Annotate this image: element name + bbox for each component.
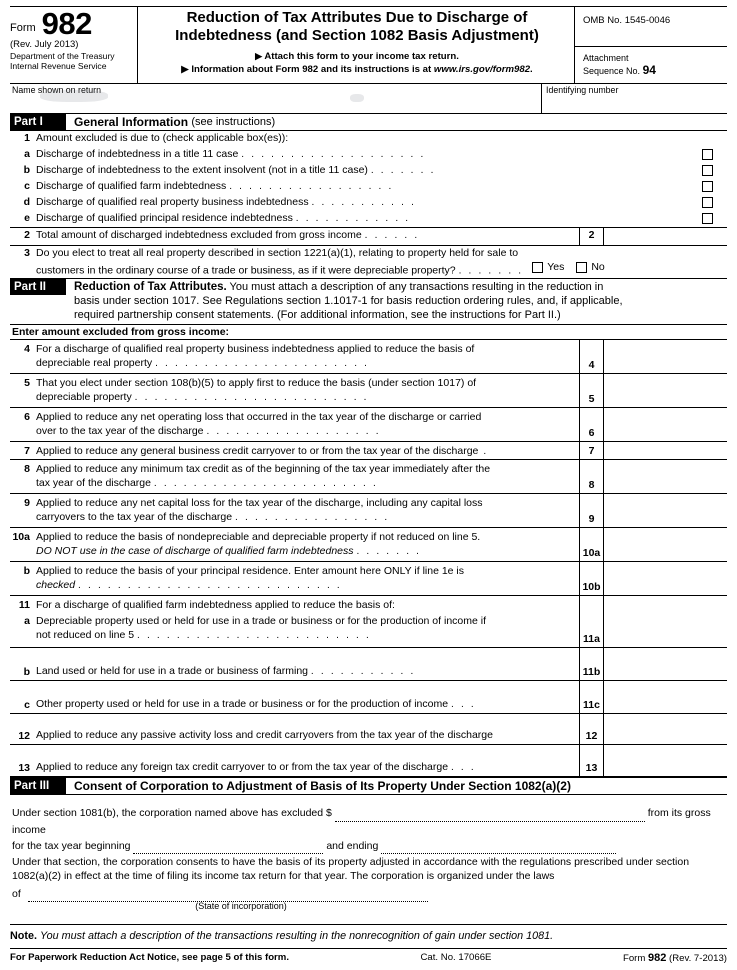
line-5-number: 5 bbox=[24, 377, 30, 390]
line-2-amount-cell bbox=[579, 228, 727, 245]
line-4-row bbox=[10, 340, 727, 374]
part3-tax-year-end-input[interactable] bbox=[381, 853, 616, 854]
line-5-box-label: 5 bbox=[580, 374, 604, 407]
note-label: Note. bbox=[10, 929, 37, 942]
info-instruction-post: . bbox=[530, 64, 533, 75]
sequence-number: 94 bbox=[642, 63, 656, 78]
line-11a-number: a bbox=[24, 615, 30, 628]
line-10a-number: 10a bbox=[12, 531, 30, 544]
line-11a-box-label: 11a bbox=[580, 596, 604, 647]
line-7-number: 7 bbox=[24, 445, 30, 458]
line-8-dots: . . . . . . . . . . . . . . . . . . . . . . . bbox=[153, 478, 378, 490]
header-omb-block bbox=[575, 7, 727, 83]
line-10b-text-2: checked bbox=[36, 579, 76, 592]
line-8-box-label: 8 bbox=[580, 460, 604, 493]
part1-label: Part I bbox=[10, 114, 66, 130]
line-7-row bbox=[10, 442, 727, 460]
part2-title-line3: required partnership consent statements. (For additional information, see the instructions for Part II.) bbox=[74, 308, 561, 321]
line-3-no-label: No bbox=[591, 260, 605, 273]
line-1b-number: b bbox=[23, 164, 30, 176]
checkbox-1c[interactable] bbox=[702, 181, 713, 192]
attachment-label: Attachment bbox=[583, 52, 629, 63]
note-block bbox=[10, 924, 727, 942]
line-1c-dots: . . . . . . . . . . . . . . . . . bbox=[229, 181, 394, 192]
line-10b-number: b bbox=[23, 565, 30, 578]
part3-state-caption: (State of incorporation) bbox=[195, 900, 287, 911]
line-12-text: Applied to reduce any passive activity loss and credit carryovers from the tax year of the discharge bbox=[36, 728, 493, 741]
line-1c-number: c bbox=[24, 180, 30, 192]
line-1c-text: Discharge of qualified farm indebtedness bbox=[36, 180, 227, 192]
department-label: Department of the Treasury bbox=[10, 51, 115, 62]
form-title-line2: Indebtedness (and Section 1082 Basis Adjustment) bbox=[175, 27, 539, 44]
line-1a bbox=[10, 147, 727, 163]
omb-number: OMB No. 1545-0046 bbox=[575, 7, 727, 47]
part3-label: Part III bbox=[10, 778, 66, 794]
identifying-number-cell[interactable] bbox=[542, 84, 727, 113]
form-header bbox=[10, 6, 727, 84]
line-8-text-1: Applied to reduce any minimum tax credit as of the beginning of the tax year immediately after the bbox=[36, 463, 491, 476]
part3-of-label: of bbox=[12, 887, 21, 900]
footer-form-number: 982 bbox=[648, 951, 667, 964]
line-1b bbox=[10, 163, 727, 179]
arrow-icon-2: ▶ bbox=[181, 64, 189, 75]
line-1a-text: Discharge of indebtedness in a title 11 case bbox=[36, 148, 239, 160]
line-1d-text: Discharge of qualified real property business indebtedness bbox=[36, 196, 309, 208]
line-1e-text: Discharge of qualified principal residence indebtedness bbox=[36, 212, 293, 224]
line-1d bbox=[10, 195, 727, 211]
line-12-box-label: 12 bbox=[580, 714, 604, 744]
line-3-number: 3 bbox=[24, 247, 30, 259]
arrow-icon: ▶ bbox=[255, 51, 263, 61]
line-2-dots: . . . . . . bbox=[364, 230, 420, 241]
line-4-text-1: For a discharge of qualified real property business indebtedness applied to reduce the basis of bbox=[36, 343, 475, 356]
line-11b-box-label: 11b bbox=[580, 648, 604, 680]
info-instruction-url: www.irs.gov/form982 bbox=[433, 64, 531, 75]
line-1e-number: e bbox=[24, 212, 30, 224]
part3-title: Consent of Corporation to Adjustment of Basis of Its Property Under Section 1082(a)(2) bbox=[74, 779, 571, 794]
line-11a-text-1: Depreciable property used or held for use in a trade or business or for the production of income if bbox=[36, 615, 486, 628]
checkbox-1e[interactable] bbox=[702, 213, 713, 224]
line-5-text-2: depreciable property bbox=[36, 391, 132, 404]
line-8-number: 8 bbox=[24, 463, 30, 476]
line-10b-text-1: Applied to reduce the basis of your principal residence. Enter amount here ONLY if line 1e is bbox=[36, 565, 465, 578]
scan-smudge-2 bbox=[350, 94, 364, 102]
header-title-block bbox=[138, 7, 575, 83]
note-text: You must attach a description of the transactions resulting in the nonrecognition of gain under section 1081. bbox=[40, 929, 554, 942]
name-shown-label: Name shown on return bbox=[12, 85, 101, 95]
line-10b-box-label: 10b bbox=[580, 562, 604, 595]
line-1a-dots: . . . . . . . . . . . . . . . . . . . bbox=[241, 149, 426, 160]
part1-title-note: (see instructions) bbox=[191, 116, 276, 128]
form-number: 982 bbox=[41, 6, 92, 41]
form-revision: (Rev. July 2013) bbox=[10, 39, 79, 51]
part3-excluded-text: Under section 1081(b), the corporation named above has excluded $ bbox=[12, 807, 332, 820]
line-12-number: 12 bbox=[18, 730, 30, 743]
line-10a-box-label: 10a bbox=[580, 528, 604, 561]
line-5-row bbox=[10, 374, 727, 408]
line-1d-number: d bbox=[23, 196, 30, 208]
scan-smudge-1 bbox=[40, 90, 108, 102]
line-1e-dots: . . . . . . . . . . . . bbox=[295, 213, 411, 224]
line-6-row bbox=[10, 408, 727, 442]
line-9-row bbox=[10, 494, 727, 528]
line-5-dots: . . . . . . . . . . . . . . . . . . . . . . . . bbox=[134, 392, 369, 404]
line-11-text: For a discharge of qualified farm indebtedness applied to reduce the basis of: bbox=[36, 599, 395, 612]
line-1-text: Amount excluded is due to (check applicable box(es)): bbox=[36, 132, 289, 144]
attach-instruction: Attach this form to your income tax return. bbox=[264, 51, 459, 62]
line-9-number: 9 bbox=[24, 497, 30, 510]
checkbox-1b[interactable] bbox=[702, 165, 713, 176]
line-13-dots: . . . bbox=[450, 761, 476, 773]
line-1b-dots: . . . . . . . bbox=[370, 165, 436, 176]
name-row bbox=[10, 84, 727, 114]
line-11c-text: Other property used or held for use in a trade or business or for the production of income bbox=[36, 697, 449, 710]
line-11b-number: b bbox=[23, 666, 30, 679]
line-4-text-2: depreciable real property bbox=[36, 357, 153, 370]
line-2 bbox=[10, 227, 727, 246]
line-10a-dots: . . . . . . . bbox=[356, 546, 422, 558]
part2-bar bbox=[10, 278, 727, 325]
part2-label: Part II bbox=[10, 279, 66, 295]
line-3 bbox=[10, 246, 727, 278]
line-13-box-label: 13 bbox=[580, 745, 604, 776]
line-11b-text: Land used or held for use in a trade or business of farming bbox=[36, 664, 308, 677]
line-10a-row bbox=[10, 528, 727, 562]
part3-consent-text: Under that section, the corporation consents to have the basis of its property adjusted in accordance with the regulations prescribed under section 1082(a)(2) in effect at the time of filing its income tax return for that year. The corporation is organized under the laws bbox=[12, 856, 690, 883]
line-2-amount-input[interactable] bbox=[604, 228, 727, 245]
part3-bar bbox=[10, 777, 727, 795]
part2-title-line2: basis under section 1017. See Regulations section 1.1017-1 for basis reduction ordering rules, and, if applicable, bbox=[74, 294, 623, 307]
line-1b-text: Discharge of indebtedness to the extent insolvent (not in a title 11 case) bbox=[36, 164, 368, 176]
identifying-number-label: Identifying number bbox=[546, 85, 619, 95]
part1-title: General Information bbox=[74, 115, 189, 129]
part3-amount-input[interactable] bbox=[335, 821, 645, 822]
part3-gross-income-text: from its gross income bbox=[12, 807, 711, 836]
line-1c bbox=[10, 179, 727, 195]
name-field-cell[interactable] bbox=[10, 84, 542, 113]
part2-section-header: Enter amount excluded from gross income: bbox=[10, 325, 727, 340]
line-12-row bbox=[10, 714, 727, 745]
line-1 bbox=[10, 131, 727, 147]
line-7-text-1: Applied to reduce any general business credit carryover to or from the tax year of the discharge bbox=[36, 445, 479, 458]
line-3-text-line2: customers in the ordinary course of a trade or business, as if it were depreciable property? bbox=[36, 264, 456, 277]
line-9-box-label: 9 bbox=[580, 494, 604, 527]
line-11-number: 11 bbox=[18, 599, 30, 612]
line-8-text-2: tax year of the discharge bbox=[36, 477, 151, 490]
header-form-identity bbox=[10, 7, 138, 83]
part2-table bbox=[10, 340, 727, 777]
line-11c-box-label: 11c bbox=[580, 681, 604, 713]
line-1a-number: a bbox=[24, 148, 30, 160]
checkbox-line3-yes[interactable] bbox=[532, 262, 543, 273]
page-footer bbox=[10, 948, 727, 964]
line-4-dots: . . . . . . . . . . . . . . . . . . . . . . bbox=[155, 358, 370, 370]
line-7-dots: . bbox=[478, 446, 489, 458]
checkbox-line3-no[interactable] bbox=[576, 262, 587, 273]
line-1e bbox=[10, 211, 727, 227]
line-6-text-1: Applied to reduce any net operating loss that occurred in the tax year of the discharge or carried bbox=[36, 411, 482, 424]
line-4-box-label: 4 bbox=[580, 340, 604, 373]
line-6-text-2: over to the tax year of the discharge bbox=[36, 425, 204, 438]
line-11a-text-2: not reduced on line 5 bbox=[36, 629, 135, 642]
line-7-box-label: 7 bbox=[580, 442, 604, 459]
line-11c-number: c bbox=[24, 699, 30, 712]
line-13-text: Applied to reduce any foreign tax credit carryover to or from the tax year of the discharge bbox=[36, 760, 449, 773]
line-11c-dots: . . . bbox=[450, 698, 476, 710]
line-10b-dots: . . . . . . . . . . . . . . . . . . . . . . . . . . . bbox=[78, 580, 342, 592]
line-5-text-1: That you elect under section 108(b)(5) to apply first to reduce the basis (under section 1017) of bbox=[36, 377, 477, 390]
line-13-row bbox=[10, 745, 727, 776]
part3-tax-year-begin-input[interactable] bbox=[133, 853, 323, 854]
line-3-yes-label: Yes bbox=[547, 260, 565, 273]
part3-tax-year-begin-label: for the tax year beginning bbox=[12, 839, 131, 852]
line-13-number: 13 bbox=[18, 762, 30, 775]
part2-title-bold: Reduction of Tax Attributes. bbox=[74, 281, 227, 294]
line-3-dots: . . . . . . . bbox=[458, 265, 524, 277]
checkbox-1a[interactable] bbox=[702, 149, 713, 160]
line-9-text-1: Applied to reduce any net capital loss for the tax year of the discharge, including any capital loss bbox=[36, 497, 483, 510]
part1-bar bbox=[10, 114, 727, 131]
line-1d-dots: . . . . . . . . . . . bbox=[311, 197, 417, 208]
line-6-number: 6 bbox=[24, 411, 30, 424]
line-11a-dots: . . . . . . . . . . . . . . . . . . . . . . . . bbox=[137, 630, 371, 642]
line-1-box-col bbox=[687, 131, 727, 147]
line-2-box-label: 2 bbox=[580, 228, 604, 245]
form-word-label: Form bbox=[10, 22, 36, 35]
part3-body bbox=[10, 795, 727, 913]
part2-title-rest: You must attach a description of any transactions resulting in the reduction in bbox=[226, 281, 604, 294]
footer-form-word: Form bbox=[622, 952, 646, 964]
line-9-text-2: carryovers to the tax year of the discharge bbox=[36, 511, 233, 524]
line-1-number: 1 bbox=[24, 132, 30, 144]
line-6-box-label: 6 bbox=[580, 408, 604, 441]
line-11b-dots: . . . . . . . . . . . bbox=[310, 665, 416, 677]
info-instruction-pre: Information about Form 982 and its instructions is at bbox=[191, 64, 434, 75]
line-10a-text-2: DO NOT use in the case of discharge of qualified farm indebtedness bbox=[36, 545, 354, 558]
line-10a-text-1: Applied to reduce the basis of nondepreciable and depreciable property if not reduced on line 5. bbox=[36, 531, 481, 544]
line-11b-row bbox=[10, 648, 727, 681]
line-2-number: 2 bbox=[24, 229, 30, 241]
line-4-number: 4 bbox=[24, 343, 30, 356]
form-title-line1: Reduction of Tax Attributes Due to Discharge of bbox=[186, 9, 528, 26]
checkbox-1d[interactable] bbox=[702, 197, 713, 208]
line-8-row bbox=[10, 460, 727, 494]
line-2-text: Total amount of discharged indebtedness excluded from gross income bbox=[36, 229, 362, 241]
line-9-dots: . . . . . . . . . . . . . . . . bbox=[235, 512, 390, 524]
service-label: Internal Revenue Service bbox=[10, 61, 107, 72]
part1-rows bbox=[10, 131, 727, 278]
sequence-label: Sequence No. bbox=[583, 66, 641, 77]
line-11-row bbox=[10, 596, 727, 648]
line-3-text-line1: Do you elect to treat all real property described in section 1221(a)(1), relating to property held for sale to bbox=[36, 247, 519, 259]
line-6-dots: . . . . . . . . . . . . . . . . . . bbox=[206, 426, 381, 438]
catalog-number: Cat. No. 17066E bbox=[420, 951, 492, 963]
paperwork-notice: For Paperwork Reduction Act Notice, see page 5 of this form. bbox=[10, 951, 289, 963]
line-11c-row bbox=[10, 681, 727, 714]
part3-tax-year-end-label: and ending bbox=[326, 839, 379, 852]
line-10b-row bbox=[10, 562, 727, 596]
footer-revision: (Rev. 7-2013) bbox=[669, 952, 727, 964]
